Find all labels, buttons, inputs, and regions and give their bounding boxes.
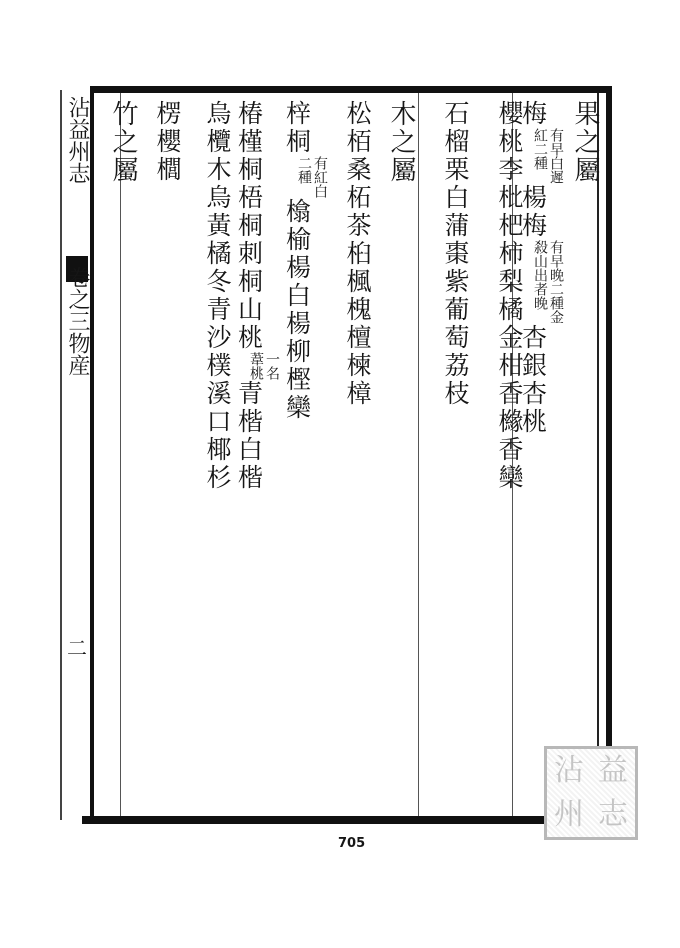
section-heading: 木之屬 [386, 100, 416, 184]
seal-glyph: 益 [598, 753, 628, 788]
page-number: 705 [338, 836, 366, 851]
entry-term: 柿 [495, 240, 524, 268]
entry-term: 白楊 [282, 282, 312, 338]
entry-term: 青楷 [234, 380, 264, 436]
entry-term: 松 [343, 100, 372, 128]
entry-term: 茶 [343, 212, 372, 240]
entry-term: 槿 [234, 128, 264, 156]
entry-term: 榆 [282, 226, 312, 254]
note-line: 葦桃 [248, 352, 264, 380]
entry-term: 銀杏 [518, 352, 548, 408]
text-column [106, 100, 140, 810]
entry-term: 杏 [518, 324, 548, 352]
entry-term: 柘 [343, 184, 372, 212]
entry-term: 溪口 [203, 380, 232, 436]
fold-leaf-number: 二 [67, 636, 87, 660]
interlinear-note [532, 240, 564, 324]
note-line: 二種 [296, 156, 312, 184]
frame-left-border [90, 86, 94, 816]
entry-term: 椿 [234, 100, 264, 128]
entry-term: 楊梅 [518, 184, 548, 240]
text-column [282, 100, 328, 810]
note-line: 有早晚二種金 [548, 240, 564, 324]
seal-glyph: 沾 [554, 753, 584, 788]
entry-term: 楓 [343, 268, 372, 296]
entry-term: 橘 [495, 296, 524, 324]
entry-term: 枇杷 [495, 184, 524, 240]
text-column [200, 100, 234, 810]
entry-term: 梧桐 [234, 184, 264, 240]
entry-term: 槐 [343, 296, 372, 324]
entry-term: 香櫞 [495, 380, 524, 436]
interlinear-note [248, 352, 280, 380]
frame-top-border [92, 86, 612, 93]
entry-term: 金柑 [495, 324, 524, 380]
entry-term: 㯓 [282, 198, 312, 226]
text-column [340, 100, 374, 810]
entry-term: 荔枝 [441, 352, 470, 408]
fold-line [60, 90, 62, 820]
seal-glyph: 志 [598, 797, 628, 832]
note-line: 有紅白 [312, 156, 328, 198]
entry-term: 櫻桃 [495, 100, 524, 156]
text-column [234, 100, 280, 810]
column-rule [418, 93, 419, 816]
entry-term: 梓 [282, 100, 312, 128]
note-line: 殺山出者晚 [532, 240, 548, 310]
entry-term: 木烏 [203, 156, 232, 212]
section-heading: 果之屬 [570, 100, 600, 184]
section-heading: 竹之屬 [108, 100, 138, 184]
entry-term: 香欒 [495, 436, 524, 492]
entry-term: 桃 [518, 408, 548, 436]
entry-term: 白楷 [234, 436, 264, 492]
entry-term: 栗 [441, 156, 470, 184]
entry-term: 烏欖 [203, 100, 232, 156]
entry-term: 桕 [343, 240, 372, 268]
text-column [518, 100, 564, 810]
frame-bottom-border [82, 816, 612, 824]
entry-term: 椰 [203, 436, 232, 464]
entry-term: 紫葡萄 [441, 268, 470, 352]
entry-term: 李 [495, 156, 524, 184]
entry-term: 栢 [343, 128, 372, 156]
entry-term: 冬青 [203, 268, 232, 324]
entry-term: 楝 [343, 352, 372, 380]
entry-term: 樫 [282, 366, 312, 394]
entry-term: 沙樸 [203, 324, 232, 380]
fold-title: 沾益州志 [65, 96, 90, 184]
entry-term: 桐 [234, 156, 264, 184]
seal-glyph: 州 [554, 797, 584, 832]
entry-term: 杉 [203, 464, 232, 492]
entry-term: 欒 [282, 394, 312, 422]
entry-term: 梅 [518, 100, 548, 128]
entry-term: 柳 [282, 338, 312, 366]
text-column [492, 100, 526, 810]
interlinear-note [532, 128, 564, 184]
entry-term: 檀 [343, 324, 372, 352]
entry-term: 櫻櫚 [153, 128, 182, 184]
entry-term: 山桃 [234, 296, 264, 352]
entry-term: 刺桐 [234, 240, 264, 296]
interlinear-note [296, 156, 328, 198]
entry-term: 梨 [495, 268, 524, 296]
note-line: 紅二種 [532, 128, 548, 170]
entry-term: 楞 [153, 100, 182, 128]
fold-chapter: 卷之三物産 [65, 266, 90, 376]
entry-term: 石榴 [441, 100, 470, 156]
text-column [438, 100, 472, 810]
library-seal [544, 746, 638, 840]
entry-term: 桐 [282, 128, 312, 156]
entry-term: 樟 [343, 380, 372, 408]
entry-term: 白蒲棗 [441, 184, 470, 268]
entry-term: 桑 [343, 156, 372, 184]
text-column [384, 100, 418, 810]
entry-term: 黃橘 [203, 212, 232, 268]
text-column [150, 100, 184, 810]
note-line: 一名 [264, 352, 280, 380]
text-column [568, 100, 602, 810]
frame-right-border [606, 86, 612, 824]
note-line: 有早白遲 [548, 128, 564, 184]
entry-term: 楊 [282, 254, 312, 282]
